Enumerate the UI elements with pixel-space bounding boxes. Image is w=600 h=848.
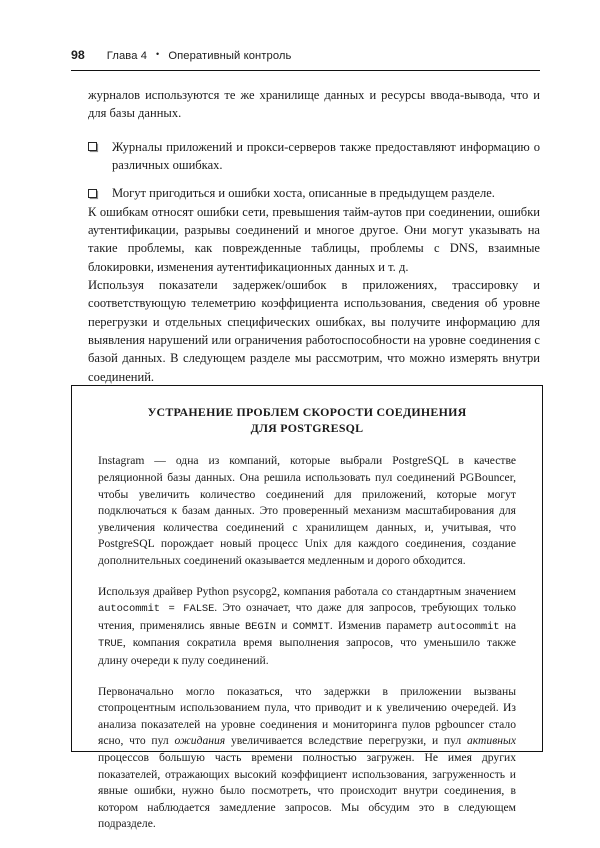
list-item [88,184,540,202]
list-item-text: Могут пригодиться и ошибки хоста, описанные в предыдущем разделе. [112,186,495,201]
code-true: TRUE [98,638,123,651]
sidebar-p3-seg3: процессов большую часть времени полностью загружен. Не имея других показателей, отражающих высокий коэффициент использования, загруженность и явные ошибки, нужно было посмотреть, что происходит внутри соединения, в котором наблюдается замедление запросов. Мы обсудим это в следующем подразделе. [98,750,516,831]
emphasis-waiting: ожидания [174,734,226,748]
emphasis-active: активных [466,734,516,748]
code-autocommit-false: autocommit = FALSE [98,603,215,616]
bullet-list [88,138,540,203]
sidebar-paragraph-3 [98,684,516,833]
sidebar-p2-seg4: . Изменив параметр [329,618,438,632]
chapter-title: Оперативный контроль [168,50,292,62]
sidebar-title-line-2: ДЛЯ POSTGRESQL [250,421,364,436]
square-bullet-icon [88,189,97,198]
paragraph-errors: К ошибкам относят ошибки сети, превышения тайм-аутов при соединении, ошибки аутентификации, разрывы соединений и многое другое. Они могут указывать на такие проблемы, как поврежденные таблицы, проблемы с DNS, взаимные блокировки, изменения аутентификационных данных и т. д. [88,204,540,274]
square-bullet-icon [88,142,97,151]
sidebar-p2-seg6: , компания сократила время выполнения запросов, что уменьшило также длину очереди к пулу соединений. [98,636,516,667]
sidebar-paragraph-1: Instagram — одна из компаний, которые выбрали PostgreSQL в качестве реляционной базы данных. Она решила использовать пул соединений PGBouncer, чтобы увеличить количество соединений для приложений, которые могут подключаться к базам данных. Это проверенный механизм масштабирования для увеличения количества соединений с хранилищем данных, и, учитывая, что PostgreSQL порождает новый процесс Unix для каждого соединения, создание дополнительных соединений оказывается медленным и дорого обходится. [98,454,516,567]
running-head [71,48,540,62]
code-commit: COMMIT [292,620,330,633]
header-separator-dot: • [156,49,160,59]
sidebar-p2-seg2: . Это означает, что даже для запросов, требующих только чтения, применялись явные [98,601,516,632]
list-item-text: Журналы приложений и прокси-серверов также предоставляют информацию о различных ошибках. [112,139,540,173]
sidebar-title-line-1: УСТРАНЕНИЕ ПРОБЛЕМ СКОРОСТИ СОЕДИНЕНИЯ [147,405,467,419]
paragraph-continuation: журналов используются те же хранилище данных и ресурсы ввода-вывода, что и для базы данных. [88,88,540,121]
sidebar-box [71,385,543,831]
paragraph-metrics: Используя показатели задержек/ошибок в приложениях, трассировку и соответствующую телеметрию коэффициента использования, сведения об уровне перегрузки и отдельных специфических ошибках, вы получите информацию для выявления нарушений или ограничения работоспособности на уровне соединения с базой данных. В следующем разделе мы рассмотрим, что можно измерять внутри соединений. [88,278,540,384]
sidebar-title [98,404,516,436]
chapter-label: Глава 4 [106,50,148,62]
code-begin: BEGIN [244,620,276,633]
text-column [88,86,540,386]
list-item [88,138,540,175]
page-number: 98 [71,48,85,62]
header-rule [71,70,540,71]
code-autocommit: autocommit [437,620,500,633]
sidebar-p2-seg1: Используя драйвер Python psycopg2, компания работала со стандартным значением [98,584,516,598]
sidebar-p3-seg1: Первоначально могло показаться, что задержки в приложении вызваны стопроцентным использованием пула, что приводит и к увеличению очередей. Из анализа показателей на уровне соединения и мониторинга пулов pgbouncer стало ясно, что пул [98,684,516,748]
sidebar-p3-seg2: увеличивается вследствие перегрузки, и пул [225,734,467,748]
sidebar-p2-seg3: и [275,618,293,632]
sidebar-paragraph-2 [98,584,516,670]
sidebar-p2-seg5: на [499,618,517,632]
